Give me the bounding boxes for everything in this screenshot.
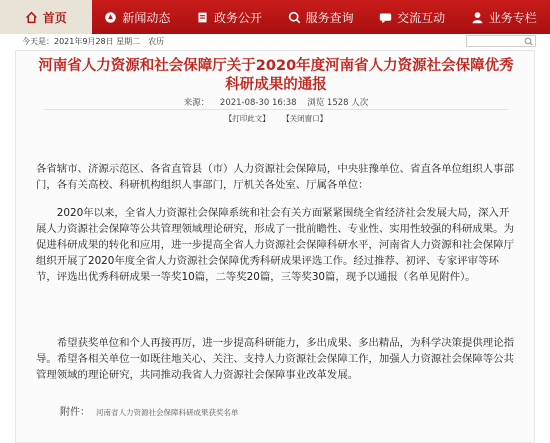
source-label: 来源： xyxy=(183,98,210,108)
nav-news[interactable] xyxy=(92,0,184,34)
nav-service-query[interactable] xyxy=(275,0,367,34)
news-icon xyxy=(104,11,117,24)
publish-date: 2021-08-30 16:38 xyxy=(219,98,297,108)
view-count: 浏览 1528 人次 xyxy=(307,98,369,108)
paragraph-closing: 希望获奖单位和个人再接再厉，进一步提高科研能力，多出成果、多出精品，为科学决策提供理论指导。希望各相关单位一如既往地关心、关注、支持人力资源社会保障工作，加强人力资源社会保障等公共管理领域的理论研究，共同推动我省人力资源社会保障事业改革发展。 xyxy=(36,337,514,381)
nav-label: 新闻动态 xyxy=(122,10,171,25)
current-date: 今天是：2021年9月28日 星期二 xyxy=(22,37,141,46)
close-window-link[interactable]: 【关闭窗口】 xyxy=(282,114,328,123)
attachment-link[interactable]: 河南省人力资源社会保障科研成果获奖名单 xyxy=(96,408,239,417)
nav-label: 交流互动 xyxy=(397,10,446,25)
user-icon xyxy=(471,11,484,24)
article-title: 河南省人力资源和社会保障厅关于2020年度河南省人力资源社会保障优秀科研成果的通报 xyxy=(38,58,514,93)
article-panel xyxy=(15,50,535,443)
nav-interaction[interactable] xyxy=(366,0,458,34)
divider xyxy=(44,109,508,110)
attachment-label: 附件： xyxy=(60,407,90,418)
search-icon[interactable] xyxy=(524,37,533,46)
chat-icon xyxy=(379,11,392,24)
article-meta xyxy=(16,96,536,108)
nav-label: 服务查询 xyxy=(305,10,354,25)
nav-home[interactable] xyxy=(0,0,92,34)
attachment-row xyxy=(60,403,239,418)
lunar-label: 农历 xyxy=(148,37,165,46)
home-icon xyxy=(25,11,38,24)
nav-gov-affairs[interactable] xyxy=(183,0,275,34)
paragraph-main: 2020年以来，全省人力资源社会保障系统和社会有关方面紧紧围绕全省经济社会发展大局，深入开展人力资源社会保障等公共管理领域理论研究，形成了一批前瞻性、专业性、实用性较强的科研成果。为促进科研成果的转化和应用，进一步提高全省人力资源社会保障科研水平，河南省人力资源和社会保障厅组织开展了2020年度全省人力资源社会保障优秀科研成果评选工作。经过推荐、初评、专家评审等环节，评选出优秀科研成果一等奖10篇，二等奖20篇，三等奖30篇，现予以通报（名单见附件）。 xyxy=(36,207,514,283)
nav-label: 首页 xyxy=(42,10,67,25)
document-icon xyxy=(196,11,209,24)
paragraph-addressees: 各省辖市、济源示范区、各省直管县（市）人力资源社会保障局，中央驻豫单位、省直各单位组织人事部门，各有关高校、科研机构组织人事部门，厅机关各处室、厅属各单位： xyxy=(36,163,514,191)
search-input[interactable] xyxy=(467,37,523,47)
print-link[interactable]: 【打印此文】 xyxy=(224,114,270,123)
article-actions xyxy=(16,113,536,124)
search-icon xyxy=(288,11,301,24)
date-strip xyxy=(0,34,550,49)
site-search xyxy=(466,35,536,47)
nav-label: 业务专栏 xyxy=(488,10,537,25)
top-nav xyxy=(0,0,550,34)
nav-label: 政务公开 xyxy=(213,10,262,25)
nav-business[interactable] xyxy=(458,0,550,34)
